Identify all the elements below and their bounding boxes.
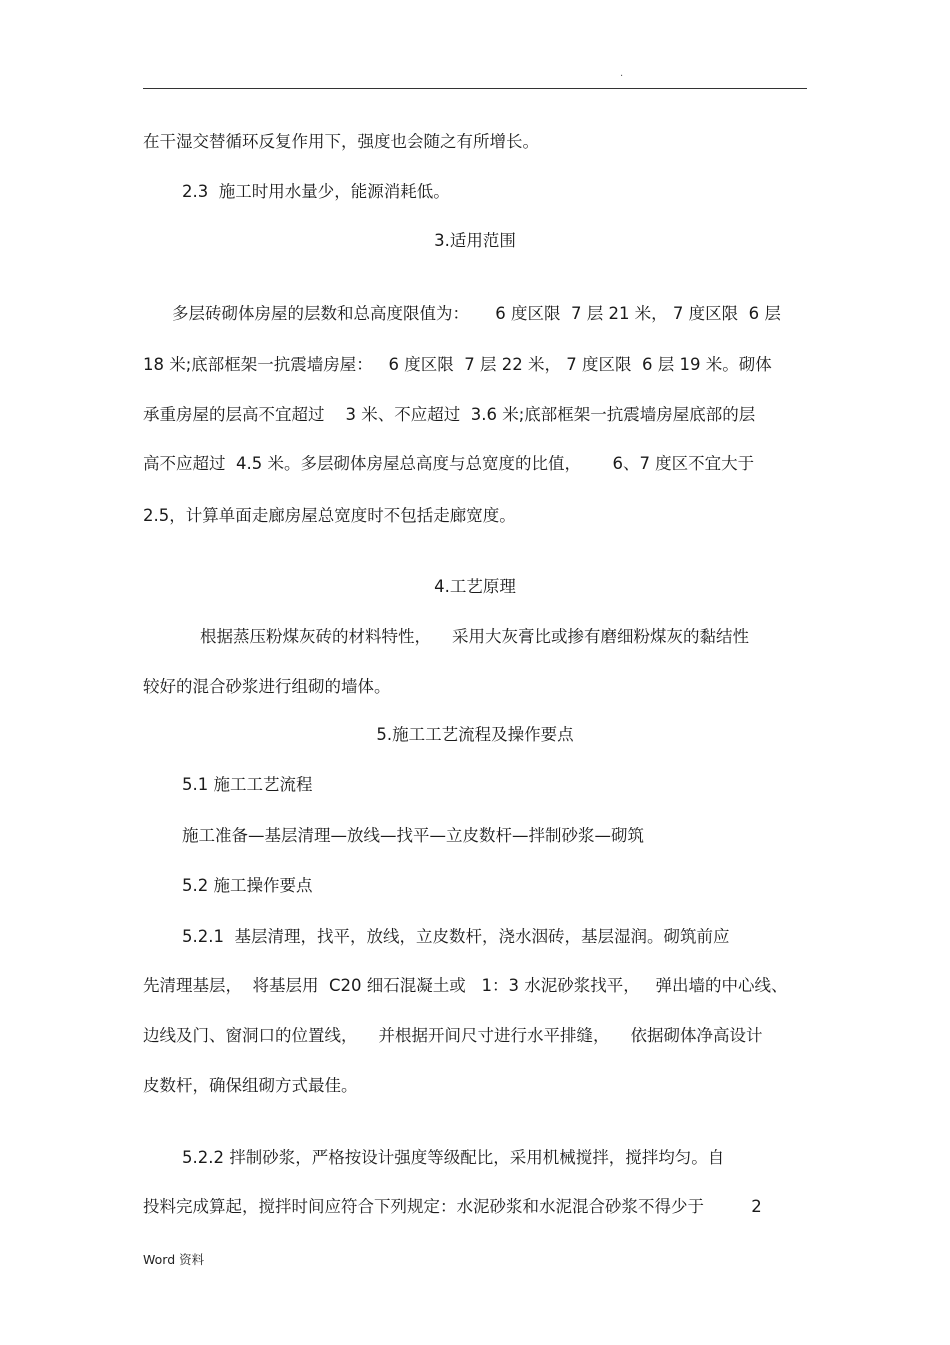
text-line: 18 米;底部框架一抗震墙房屋： 6 度区限 7 层 22 米， 7 度区限 6 层 19 米。砌体 bbox=[143, 355, 772, 374]
text-line: 高不应超过 4.5 米。多层砌体房屋总高度与总宽度的比值， 6、7 度区不宜大于 bbox=[143, 454, 755, 473]
section-heading-4: 4.工艺原理 bbox=[434, 577, 516, 596]
text-line: 先清理基层， 将基层用 C20 细石混凝土或 1：3 水泥砂浆找平， 弹出墙的中心线、 bbox=[143, 976, 788, 995]
text-line: 根据蒸压粉煤灰砖的材料特性， 采用大灰膏比或掺有磨细粉煤灰的黏结性 bbox=[200, 627, 749, 646]
text-line: 多层砖砌体房屋的层数和总高度限值为： 6 度区限 7 层 21 米， 7 度区限 6 层 bbox=[172, 304, 781, 323]
header-mark: . bbox=[620, 68, 624, 79]
text-line: 投料完成算起，搅拌时间应符合下列规定：水泥砂浆和水泥混合砂浆不得少于 2 bbox=[143, 1197, 762, 1216]
text-line: 5.2.2 拌制砂浆，严格按设计强度等级配比，采用机械搅拌，搅拌均匀。自 bbox=[182, 1148, 725, 1167]
text-line: 2.5，计算单面走廊房屋总宽度时不包括走廊宽度。 bbox=[143, 506, 516, 525]
text-line: 承重房屋的层高不宜超过 3 米、不应超过 3.6 米;底部框架一抗震墙房屋底部的层 bbox=[143, 405, 756, 424]
text-line: 边线及门、窗洞口的位置线， 并根据开间尺寸进行水平排缝， 依据砌体净高设计 bbox=[143, 1026, 763, 1045]
section-heading-3: 3.适用范围 bbox=[434, 231, 516, 250]
item-2-3: 2.3 施工时用水量少，能源消耗低。 bbox=[182, 182, 450, 201]
text-line: 较好的混合砂浆进行组砌的墙体。 bbox=[143, 677, 391, 696]
subsection-5-2: 5.2 施工操作要点 bbox=[182, 876, 313, 895]
section-heading-5: 5.施工工艺流程及操作要点 bbox=[376, 725, 574, 744]
text-line: 皮数杆，确保组砌方式最佳。 bbox=[143, 1076, 358, 1095]
process-flow: 施工准备—基层清理—放线—找平—立皮数杆—拌制砂浆—砌筑 bbox=[182, 826, 644, 845]
footer-label: Word 资料 bbox=[143, 1252, 205, 1267]
subsection-5-1: 5.1 施工工艺流程 bbox=[182, 775, 313, 794]
text-line: 在干湿交替循环反复作用下，强度也会随之有所增长。 bbox=[143, 132, 539, 151]
header-rule bbox=[143, 88, 807, 89]
text-line: 5.2.1 基层清理，找平，放线，立皮数杆，浇水洇砖，基层湿润。砌筑前应 bbox=[182, 927, 730, 946]
